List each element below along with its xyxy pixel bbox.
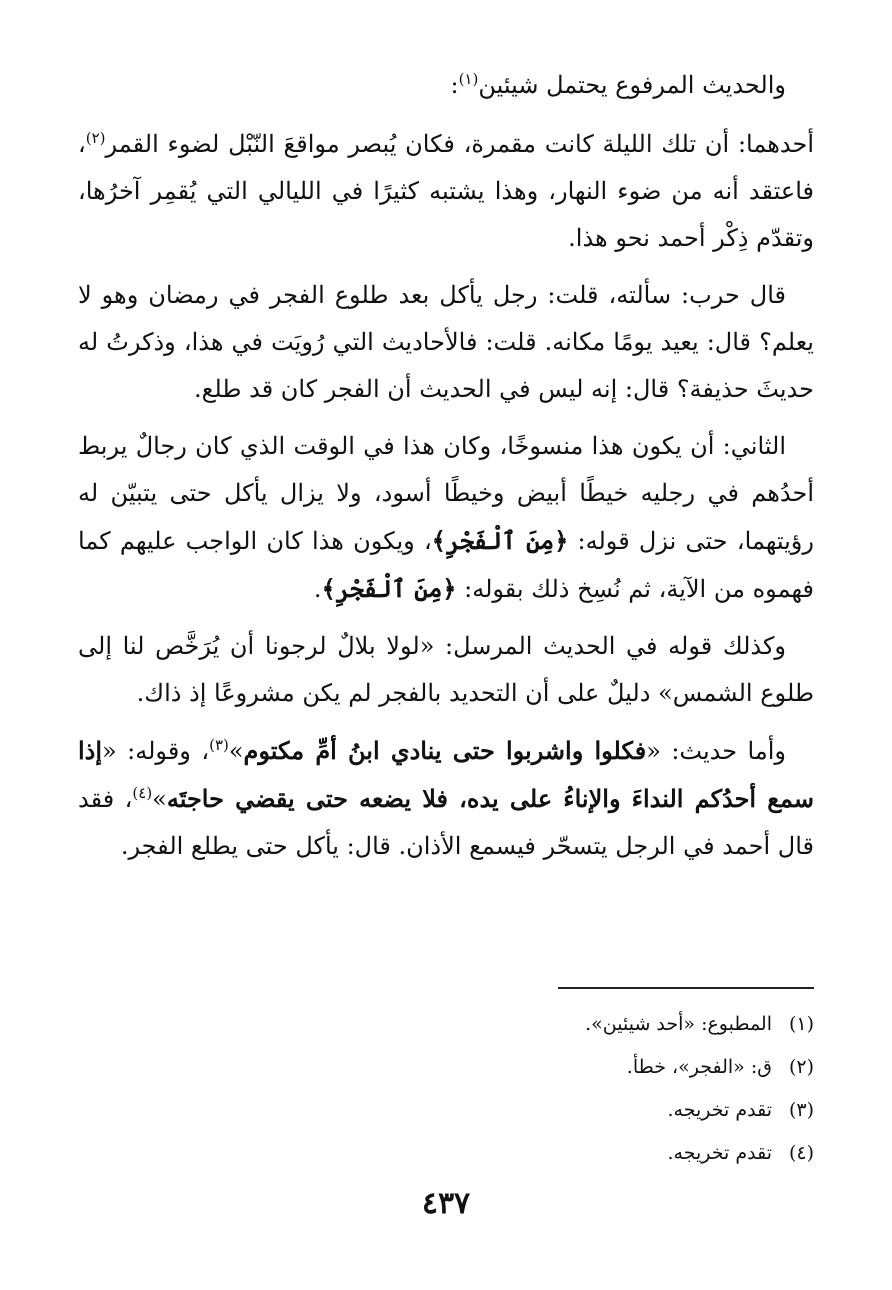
paragraph-4-text-c: . [313, 575, 322, 603]
paragraph-6-text-b: » [228, 737, 244, 765]
paragraph-1 [78, 62, 814, 109]
footnote-marker-4[interactable]: (٤) [132, 784, 153, 802]
paragraph-3-text: قال حرب: سألته، قلت: رجل يأكل بعد طلوع الفجر في رمضان وهو لا يعلم؟ قال: يعيد يومًا مكانه. قلت: فالأحاديث التي رُويَت في هذا، وذكرتُ له حديثَ حذيفة؟ قال: إنه ليس في الحديث أن الفجر كان قد طلع. [78, 281, 814, 403]
footnote-text: المطبوع: «أحد شيئين». [585, 1013, 772, 1035]
footnote-marker-1[interactable]: (١) [458, 70, 479, 88]
footnotes [214, 1003, 814, 1175]
paragraph-6-text-a: وأما حديث: « [646, 737, 786, 765]
footnote-number: (٤) [788, 1142, 814, 1164]
paragraph-5 [78, 623, 814, 717]
footnote-2 [214, 1046, 814, 1089]
paragraph-2-text-b: ، فاعتقد أنه من ضوء النهار، وهذا يشتبه كثيرًا في الليالي التي يُقمِر آخرُها، وتقدّم ذِكْر أحمد نحو هذا. [78, 130, 814, 252]
paragraph-1-text: والحديث المرفوع يحتمل شيئين [478, 71, 786, 99]
footnote-number: (١) [788, 1013, 814, 1035]
footnote-text: تقدم تخريجه. [667, 1099, 772, 1121]
footnote-text: تقدم تخريجه. [667, 1142, 772, 1164]
paragraph-3 [78, 272, 814, 413]
footnote-4 [214, 1132, 814, 1175]
paragraph-4-text-a: الثاني: أن يكون هذا منسوخًا، وكان هذا في الوقت الذي كان رجالٌ يربط أحدُهم في رجليه خيطًا أبيض وخيطًا أسود، ولا يزال يأكل حتى يتبيّن له رؤيتهما، حتى نزل قوله: [78, 432, 814, 555]
footnote-marker-2[interactable]: (٢) [85, 129, 106, 147]
footnote-number: (٢) [788, 1056, 814, 1078]
main-text [78, 62, 814, 880]
paragraph-6-text-d: » [152, 785, 167, 813]
quran-quote-1: ﴿مِنَ ٱلْفَجْرِ﴾ [431, 526, 569, 555]
footnote-3 [214, 1089, 814, 1132]
paragraph-2 [78, 121, 814, 262]
quran-quote-2: ﴿مِنَ ٱلْفَجْرِ﴾ [321, 574, 457, 603]
paragraph-6-text-c: ، وقوله: « [102, 737, 210, 765]
paragraph-1-tail: : [450, 71, 459, 99]
footnote-marker-3[interactable]: (٣) [209, 736, 229, 754]
footnote-divider [558, 987, 814, 989]
hadith-quote-2: إذا سمع أحدُكم النداءَ والإناءُ على يده، فلا يضعه حتى يقضي حاجتَه [78, 736, 815, 813]
page-number: ٤٣٧ [421, 1186, 471, 1221]
paragraph-5-text: وكذلك قوله في الحديث المرسل: «لولا بلالٌ لرجونا أن يُرَخَّص لنا إلى طلوع الشمس» دليلٌ على أن التحديد بالفجر لم يكن مشروعًا إذ ذاك. [78, 632, 814, 707]
paragraph-6 [78, 727, 814, 870]
footnote-text: ق: «الفجر»، خطأ. [626, 1056, 772, 1078]
footnote-number: (٣) [788, 1099, 814, 1121]
paragraph-4-text-b: ، ويكون هذا كان الواجب عليهم كما فهموه من الآية، ثم نُسِخ ذلك بقوله: [78, 527, 814, 603]
paragraph-6-text-e: ، فقد قال أحمد في الرجل يتسحّر فيسمع الأذان. قال: يأكل حتى يطلع الفجر. [78, 785, 814, 860]
paragraph-2-text-a: أحدهما: أن تلك الليلة كانت مقمرة، فكان يُبصر مواقعَ النّبْل لضوء القمر [105, 130, 814, 158]
footnote-1 [214, 1003, 814, 1046]
hadith-quote-1: فكلوا واشربوا حتى ينادي ابنُ أمِّ مكتوم [243, 736, 647, 765]
paragraph-4 [78, 423, 814, 613]
